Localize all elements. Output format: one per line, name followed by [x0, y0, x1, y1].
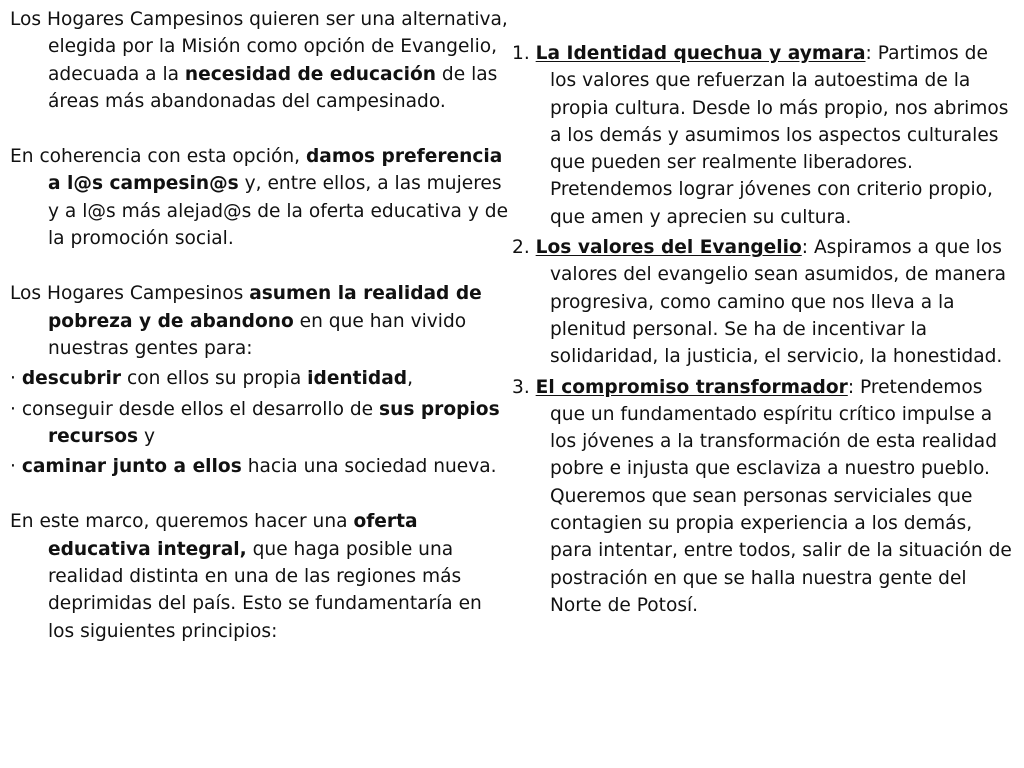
text: · conseguir desde ellos el desarrollo de [10, 398, 380, 420]
bold-text: necesidad de educación [184, 63, 437, 85]
text: con ellos su propia [121, 368, 308, 390]
text: Los Hogares Campesinos [10, 283, 250, 305]
left-column [10, 6, 510, 645]
text: hacia una sociedad nueva. [241, 456, 497, 478]
text: , [407, 368, 414, 390]
bold-text: damos preferencia a l@s campesin@s [48, 146, 503, 195]
list-item-conseguir [10, 396, 510, 451]
paragraph-oferta-educativa [10, 508, 510, 644]
principle-item-1 [512, 40, 1018, 231]
principle-text: : Pretendemos que un fundamentado espíritu crítico impulse a los jóvenes a la transformación de esta realidad pobre e injusta que esclaviza a nuestro pueblo. Queremos que sean personas serviciales que contagien su propia experiencia a los demás, para intentar, entre todos, salir de la situación de postración en que se halla nuestra gente del Norte de Potosí. [550, 376, 1012, 616]
bold-text: sus propios recursos [48, 398, 500, 447]
paragraph-coherencia [10, 143, 510, 252]
item-number: 2. [512, 237, 536, 259]
list-item-caminar [10, 453, 510, 480]
principle-item-3 [512, 374, 1018, 620]
principle-item-2 [512, 234, 1018, 370]
bold-text: asumen la realidad de pobreza y de abandono [48, 283, 482, 332]
bold-text: identidad [307, 368, 408, 390]
text: de las áreas más abandonadas del campesinado. [48, 63, 498, 112]
text: y, entre ellos, a las mujeres y a l@s más alejad@s de la oferta educativa y de la promoción social. [48, 173, 509, 250]
bold-text: oferta educativa integral, [48, 511, 418, 560]
text: Los Hogares Campesinos quieren ser una alternativa, elegida por la Misión como opción de Evangelio, adecuada a la [10, 9, 508, 85]
item-number: 3. [512, 376, 536, 398]
text: En coherencia con esta opción, [10, 146, 306, 168]
principle-title: Los valores del Evangelio [535, 237, 802, 259]
bullet-dot: · [10, 456, 22, 478]
principle-title: La Identidad quechua y aymara [535, 43, 866, 64]
principle-text: : Aspiramos a que los valores del evangelio sean asumidos, de manera progresiva, como camino que nos lleva a la plenitud personal. Se ha de incentivar la solidaridad, la justicia, el servicio, la honestidad. [550, 237, 1006, 368]
paragraph-hogares-alternativa [10, 6, 510, 115]
text: en que han vivido nuestras gentes para: [48, 310, 467, 359]
text: En este marco, queremos hacer una [10, 511, 354, 533]
list-item-descubrir [10, 365, 510, 392]
right-column-principles [512, 40, 1018, 619]
text: que haga posible una realidad distinta en una de las regiones más deprimidas del país. Esto se fundamentaría en los siguientes principios: [48, 538, 482, 642]
text: y [138, 425, 156, 447]
bold-text: descubrir [21, 368, 122, 390]
bold-text: caminar junto a ellos [21, 456, 242, 478]
item-number: 1. [512, 43, 536, 64]
paragraph-asumen-realidad [10, 280, 510, 362]
principle-title: El compromiso transformador [535, 376, 848, 398]
principle-text: : Partimos de los valores que refuerzan la autoestima de la propia cultura. Desde lo más propio, nos abrimos a los demás y asumimos los aspectos culturales que pueden ser realmente liberadores. Pretendemos lograr jóvenes con criterio propio, que amen y aprecien su cultura. [550, 43, 1009, 228]
bullet-dot: · [10, 368, 22, 390]
